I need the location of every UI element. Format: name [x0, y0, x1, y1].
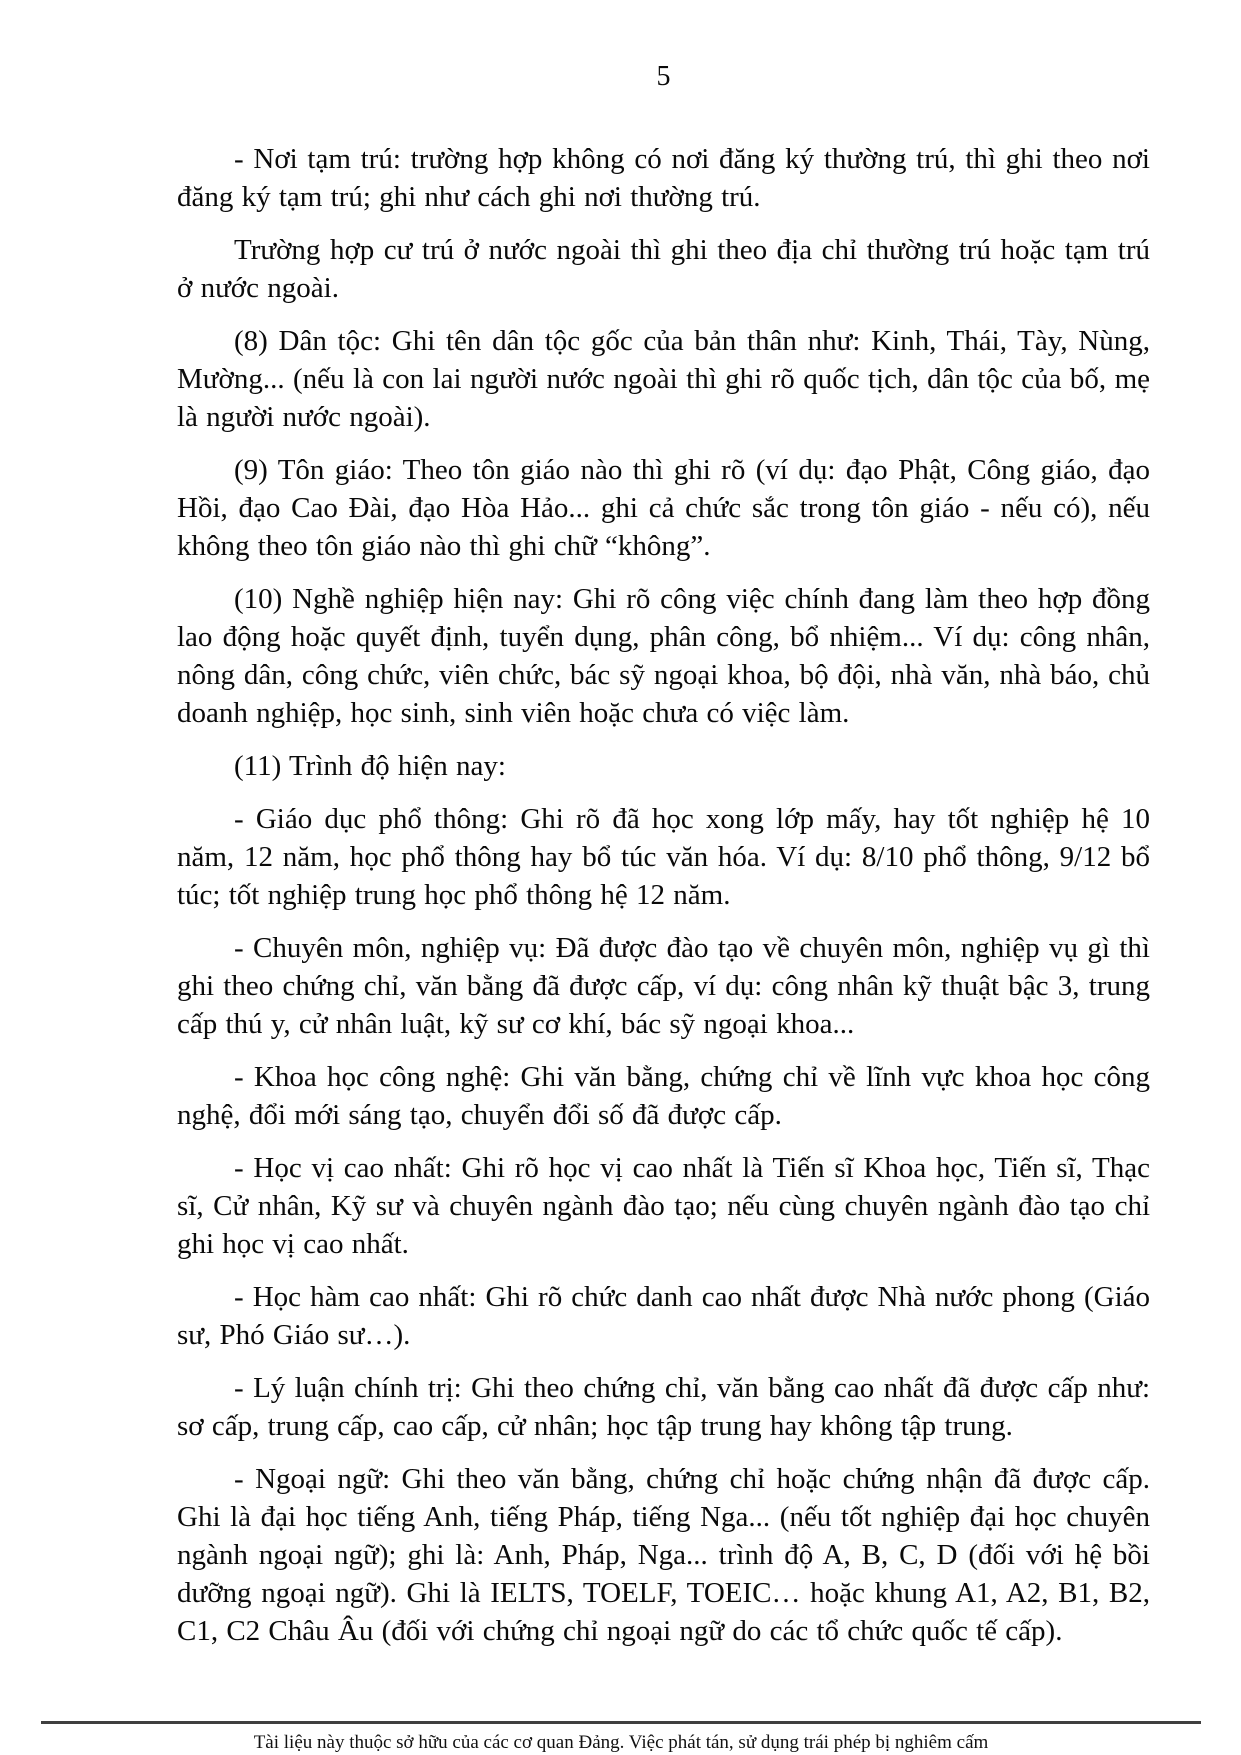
footer-disclaimer: Tài liệu này thuộc sở hữu của các cơ quan Đảng. Việc phát tán, sử dụng trái phép bị nghiêm cấm [253, 1732, 989, 1753]
paragraph-temporary-residence: - Nơi tạm trú: trường hợp không có nơi đăng ký thường trú, thì ghi theo nơi đăng ký tạm trú; ghi như cách ghi nơi thường trú. [177, 143, 1150, 213]
paragraph-highest-degree: - Học vị cao nhất: Ghi rõ học vị cao nhất là Tiến sĩ Khoa học, Tiến sĩ, Thạc sĩ, Cử nhân, Kỹ sư và chuyên ngành đào tạo; nếu cùng chuyên ngành đào tạo chỉ ghi học vị cao nhất. [177, 1152, 1150, 1260]
paragraph-11-education-heading: (11) Trình độ hiện nay: [234, 750, 506, 782]
paragraph-science-technology: - Khoa học công nghệ: Ghi văn bằng, chứng chỉ về lĩnh vực khoa học công nghệ, đổi mới sáng tạo, chuyển đổi số đã được cấp. [177, 1061, 1150, 1131]
page-number: 5 [656, 61, 671, 92]
paragraph-political-theory: - Lý luận chính trị: Ghi theo chứng chỉ, văn bằng cao nhất đã được cấp như: sơ cấp, trung cấp, cao cấp, cử nhân; học tập trung hay không tập trung. [177, 1372, 1150, 1442]
paragraph-general-education: - Giáo dục phổ thông: Ghi rõ đã học xong lớp mấy, hay tốt nghiệp hệ 10 năm, 12 năm, học phổ thông hay bổ túc văn hóa. Ví dụ: 8/10 phổ thông, 9/12 bổ túc; tốt nghiệp trung học phổ thông hệ 12 năm. [177, 803, 1150, 911]
paragraph-professional-training: - Chuyên môn, nghiệp vụ: Đã được đào tạo về chuyên môn, nghiệp vụ gì thì ghi theo chứng chỉ, văn bằng đã được cấp, ví dụ: công nhân kỹ thuật bậc 3, trung cấp thú y, cử nhân luật, kỹ sư cơ khí, bác sỹ ngoại khoa... [177, 932, 1150, 1040]
paragraph-9-religion: (9) Tôn giáo: Theo tôn giáo nào thì ghi rõ (ví dụ: đạo Phật, Công giáo, đạo Hồi, đạo Cao Đài, đạo Hòa Hảo... ghi cả chức sắc trong tôn giáo - nếu có), nếu không theo tôn giáo nào thì ghi chữ “không”. [177, 454, 1150, 562]
footer-divider [41, 1721, 1201, 1724]
paragraph-foreign-language: - Ngoại ngữ: Ghi theo văn bằng, chứng chỉ hoặc chứng nhận đã được cấp. Ghi là đại học tiếng Anh, tiếng Pháp, tiếng Nga... (nếu tốt nghiệp đại học chuyên ngành ngoại ngữ); ghi là: Anh, Pháp, Nga... trình độ A, B, C, D (đối với hệ bồi dưỡng ngoại ngữ). Ghi là IELTS, TOELF, TOEIC… hoặc khung A1, A2, B1, B2, C1, C2 Châu Âu (đối với chứng chỉ ngoại ngữ do các tổ chức quốc tế cấp). [177, 1463, 1150, 1647]
paragraph-academic-title: - Học hàm cao nhất: Ghi rõ chức danh cao nhất được Nhà nước phong (Giáo sư, Phó Giáo sư…). [177, 1281, 1150, 1351]
paragraph-10-occupation: (10) Nghề nghiệp hiện nay: Ghi rõ công việc chính đang làm theo hợp đồng lao động hoặc quyết định, tuyển dụng, phân công, bổ nhiệm... Ví dụ: công nhân, nông dân, công chức, viên chức, bác sỹ ngoại khoa, bộ đội, nhà văn, nhà báo, chủ doanh nghiệp, học sinh, sinh viên hoặc chưa có việc làm. [177, 583, 1150, 729]
paragraph-8-ethnicity: (8) Dân tộc: Ghi tên dân tộc gốc của bản thân như: Kinh, Thái, Tày, Nùng, Mường... (nếu là con lai người nước ngoài thì ghi rõ quốc tịch, dân tộc của bố, mẹ là người nước ngoài). [177, 325, 1150, 433]
paragraph-residence-abroad: Trường hợp cư trú ở nước ngoài thì ghi theo địa chỉ thường trú hoặc tạm trú ở nước ngoài. [177, 234, 1150, 304]
document-body [177, 140, 1150, 1650]
